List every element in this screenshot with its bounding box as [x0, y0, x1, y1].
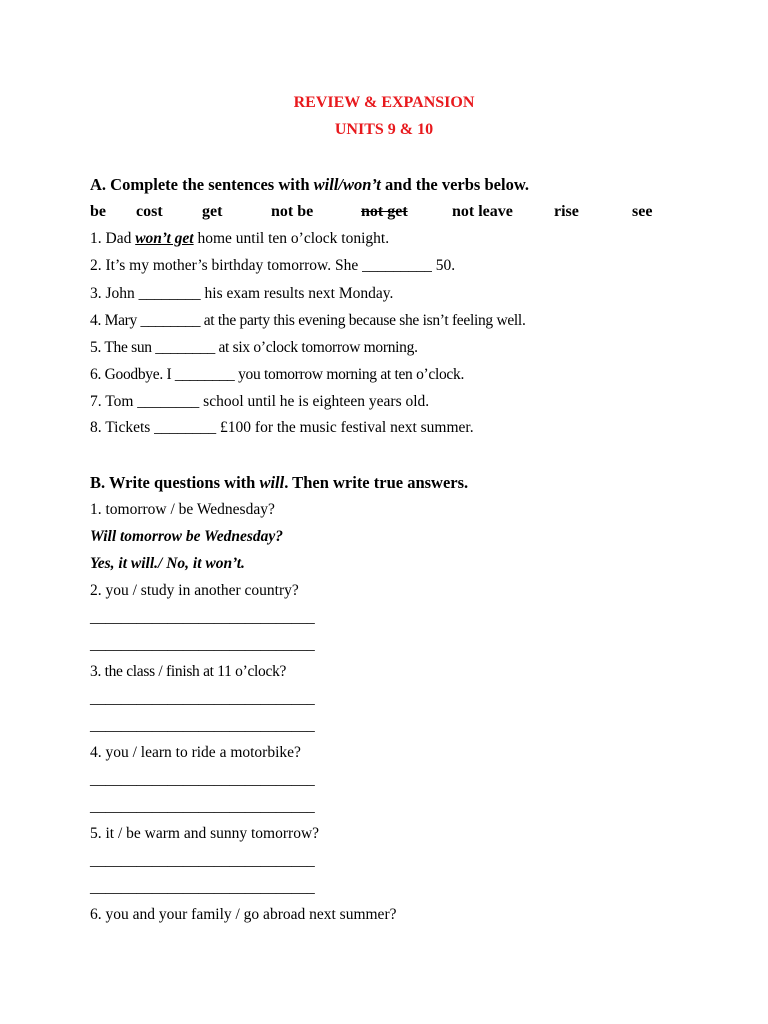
- verb-item: see: [632, 203, 653, 220]
- verb-item: get: [202, 203, 223, 220]
- worksheet-subtitle: UNITS 9 & 10: [334, 121, 434, 138]
- answer-line: _____________________________: [90, 879, 315, 896]
- example-answer: won’t get: [135, 230, 194, 247]
- exercise-b-prompt-2: 2. you / study in another country?: [90, 582, 299, 599]
- verb-item: rise: [554, 203, 579, 220]
- verb-item: be: [90, 203, 106, 220]
- exercise-a-item-7: 7. Tom ________ school until he is eighteen years old.: [90, 393, 430, 410]
- exercise-b-prompt-6: 6. you and your family / go abroad next summer?: [90, 906, 397, 923]
- answer-line: _____________________________: [90, 636, 315, 653]
- verb-bank: [0, 202, 768, 222]
- exercise-b-prompt-1: 1. tomorrow / be Wednesday?: [90, 501, 275, 518]
- exercise-a-item-5: 5. The sun ________ at six o’clock tomorrow morning.: [90, 339, 418, 356]
- section-b-heading: B. Write questions with will. Then write true answers.: [90, 473, 469, 492]
- verb-item: cost: [136, 203, 163, 220]
- exercise-b-prompt-4: 4. you / learn to ride a motorbike?: [90, 744, 301, 761]
- example-question: Will tomorrow be Wednesday?: [90, 528, 284, 545]
- exercise-a-item-3: 3. John ________ his exam results next Monday.: [90, 285, 394, 302]
- exercise-b-prompt-5: 5. it / be warm and sunny tomorrow?: [90, 825, 320, 842]
- section-a-heading: A. Complete the sentences with will/won’t and the verbs below.: [90, 175, 529, 194]
- exercise-a-item-4: 4. Mary ________ at the party this evening because she isn’t feeling well.: [90, 312, 526, 329]
- exercise-a-item-1: 1. Dad won’t get home until ten o’clock tonight.: [90, 230, 390, 247]
- verb-item: not be: [271, 203, 314, 220]
- answer-line: _____________________________: [90, 798, 315, 815]
- answer-line: _____________________________: [90, 609, 315, 626]
- answer-line: _____________________________: [90, 852, 315, 869]
- exercise-a-item-2: 2. It’s my mother’s birthday tomorrow. She _________ 50.: [90, 257, 456, 274]
- exercise-b-prompt-3: 3. the class / finish at 11 o’clock?: [90, 663, 287, 680]
- verb-item: not leave: [452, 203, 513, 220]
- exercise-a-item-8: 8. Tickets ________ £100 for the music festival next summer.: [90, 419, 474, 436]
- verb-item-crossed-out: not get: [361, 203, 408, 220]
- worksheet-title: REVIEW & EXPANSION: [293, 94, 475, 111]
- example-short-answer: Yes, it will./ No, it won’t.: [90, 555, 245, 572]
- answer-line: _____________________________: [90, 717, 315, 734]
- answer-line: _____________________________: [90, 690, 315, 707]
- answer-line: _____________________________: [90, 771, 315, 788]
- exercise-a-item-6: 6. Goodbye. I ________ you tomorrow morning at ten o’clock.: [90, 366, 465, 383]
